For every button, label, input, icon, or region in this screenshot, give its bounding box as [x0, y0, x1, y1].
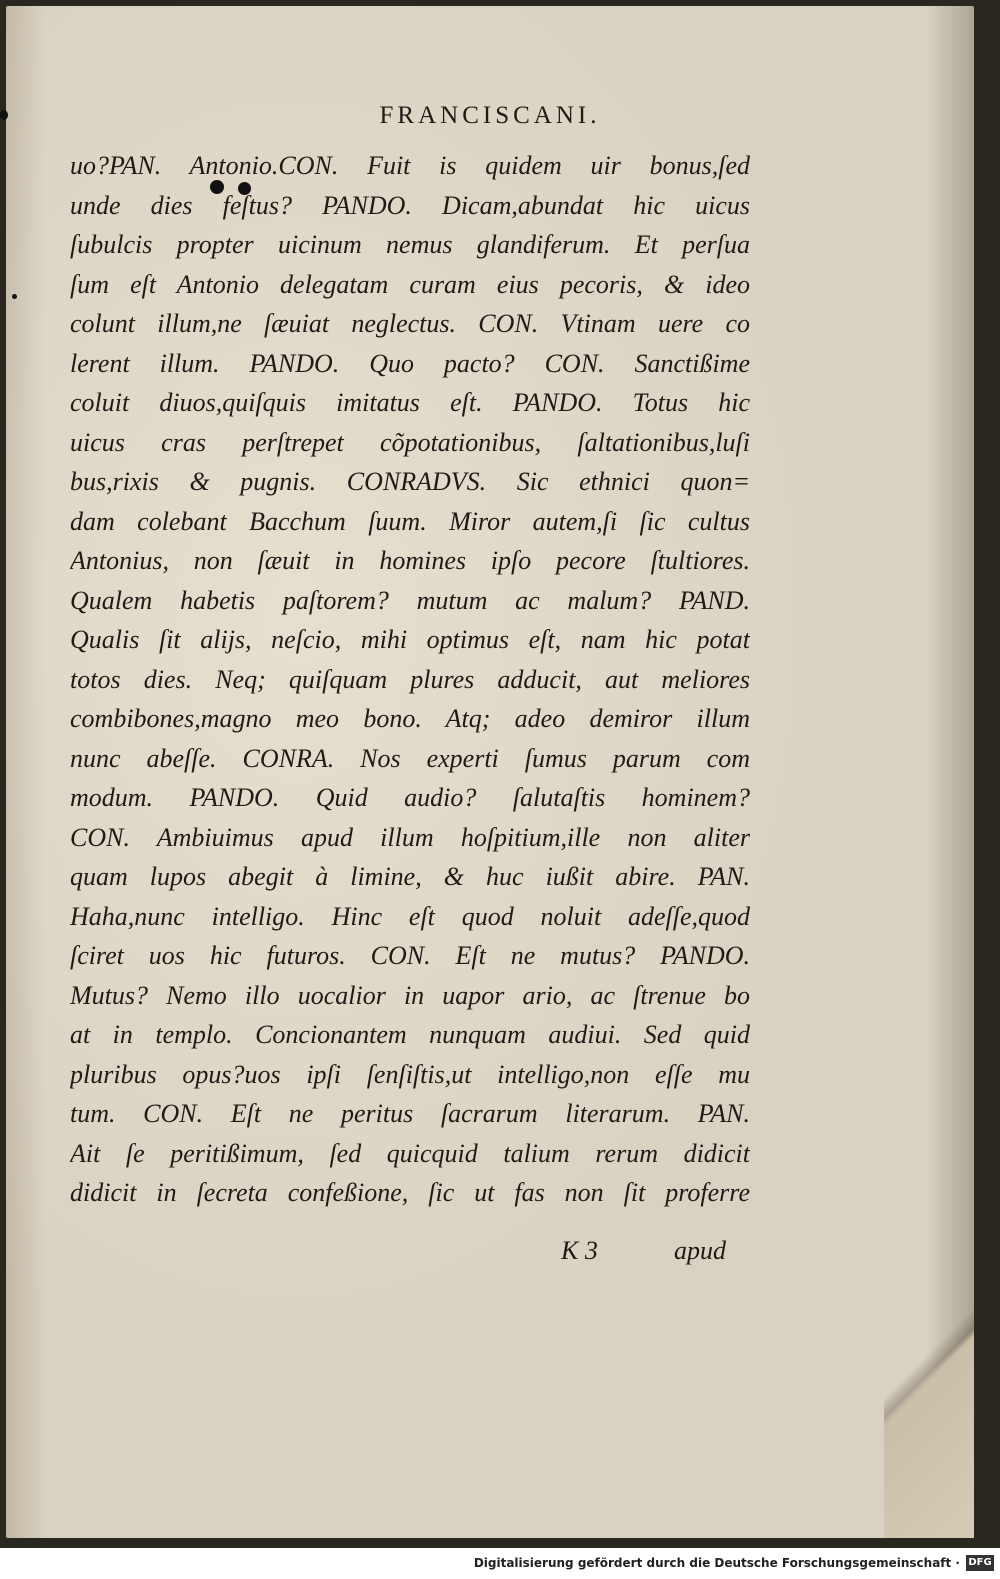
text-line: uicus cras perſtrepet cõpotationibus, ſaltationibus,luſi [70, 427, 750, 457]
text-line: pluribus opus?uos ipſi ſenſiſtis,ut intelligo,non eſſe mu [70, 1059, 750, 1089]
text-line: Ait ſe peritißimum, ſed quicquid talium rerum didicit [70, 1138, 750, 1168]
text-line: dam colebant Bacchum ſuum. Miror autem,ſi ſic cultus [70, 506, 750, 536]
text-line: Haha,nunc intelligo. Hinc eſt quod noluit adeſſe,quod [70, 901, 750, 931]
text-line: Qualem habetis paſtorem? mutum ac malum? PAND. [70, 585, 750, 615]
body-text [70, 146, 750, 1213]
text-line: lerent illum. PANDO. Quo pacto? CON. Sanctißime [70, 348, 750, 378]
text-line: nunc abeſſe. CONRA. Nos experti ſumus parum com [70, 743, 750, 773]
text-line: ſum eſt Antonio delegatam curam eius pecoris, & ideo [70, 269, 750, 299]
text-line: totos dies. Neq; quiſquam plures adducit, aut meliores [70, 664, 750, 694]
text-line: modum. PANDO. Quid audio? ſalutaſtis hominem? [70, 783, 750, 812]
text-line: didicit in ſecreta confeßione, ſic ut fas non ſit proferre [70, 1178, 750, 1207]
running-head: FRANCISCANI. [379, 102, 601, 129]
text-line: Antonius, non ſæuit in homines ipſo pecore ſtultiores. [70, 546, 750, 575]
text-line: tum. CON. Eſt ne peritus ſacrarum literarum. PAN. [70, 1099, 750, 1128]
funding-credit: Digitalisierung gefördert durch die Deutsche Forschungsgemeinschaft · [473, 1556, 960, 1570]
signature-mark: K 3 [561, 1236, 598, 1265]
text-line: at in templo. Concionantem nunquam audiui. Sed quid [70, 1020, 750, 1049]
text-line: combibones,magno meo bono. Atq; adeo demiror illum [70, 704, 750, 733]
catchword: apud [674, 1236, 726, 1265]
text-line: unde dies feſtus? PANDO. Dicam,abundat hic uicus [70, 190, 750, 220]
text-line: Qualis ſit alijs, neſcio, mihi optimus eſt, nam hic potat [70, 625, 750, 654]
text-line: coluit diuos,quiſquis imitatus eſt. PANDO. Totus hic [70, 388, 750, 417]
footer-bar [0, 1550, 1000, 1579]
text-line: uo?PAN. Antonio.CON. Fuit is quidem uir bonus,ſed [70, 151, 750, 180]
text-line: ſubulcis propter uicinum nemus glandiferum. Et perſua [70, 230, 750, 259]
text-line: CON. Ambiuimus apud illum hoſpitium,ille non aliter [70, 822, 750, 852]
catchline [6, 1236, 746, 1272]
margin-dot [12, 294, 17, 299]
text-line: colunt illum,ne ſæuiat neglectus. CON. Vtinam uere co [70, 309, 750, 338]
page-fold [884, 1208, 974, 1538]
dfg-logo: DFG [966, 1555, 994, 1571]
text-line: quam lupos abegit à limine, & huc iußit abire. PAN. [70, 862, 750, 891]
text-line: Mutus? Nemo illo uocalior in uapor ario, ac ſtrenue bo [70, 980, 750, 1010]
book-page [6, 6, 974, 1538]
text-line: bus,rixis & pugnis. CONRADVS. Sic ethnici quon= [70, 467, 750, 496]
text-line: ſciret uos hic futuros. CON. Eſt ne mutus? PANDO. [70, 941, 750, 970]
